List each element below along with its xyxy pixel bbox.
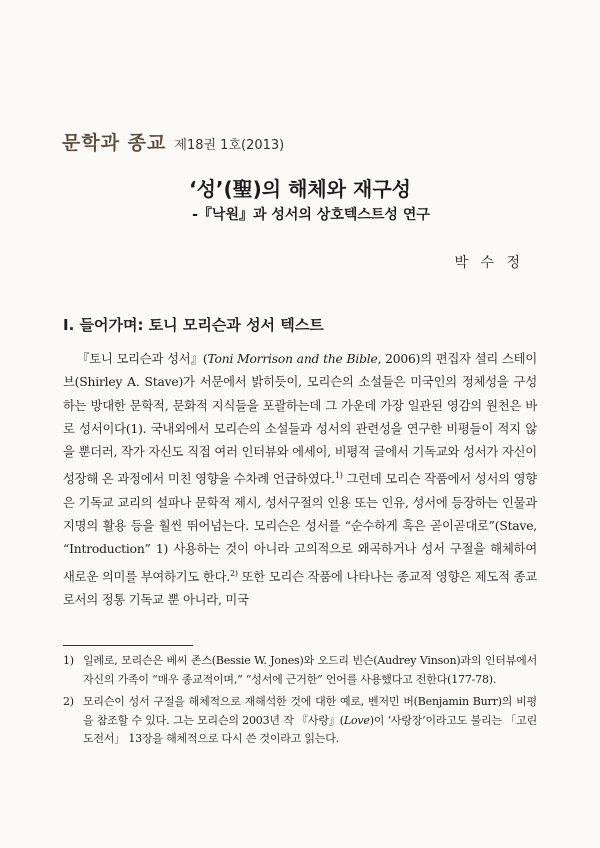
body-text — [63, 348, 537, 612]
footnotes — [63, 652, 537, 753]
footnote-number: 2) — [63, 695, 74, 708]
journal-logo: 문학과 종교 — [62, 132, 167, 154]
body-paragraph: 『토니 모리슨과 성서』(Toni Morrison and the Bible, 2006)의 편집자 셜리 스테이브(Shirley A. Stave)가 서문에서 밝히듯이, 모리슨의 소설들은 미국인의 정체성을 구성하는 방대한 문학적, 문화적 지식들을 포괄하는데 그 가운데 가장 일관된 영감의 원천은 바로 성서이다(1). 국내외에서 모리슨의 소설들과 성서의 관련성을 연구한 비평들이 적지 않을 뿐더러, 작가 자신도 직접 여러 인터뷰와 에세이, 비평적 글에서 기독교와 성서가 자신이 성장해 온 과정에서 미친 영향을 수차례 언급하였다.$^{1)}$ 그런데 모리슨 작품에서 성서의 영향은 기독교 교리의 설파나 문학적 제시, 성서구절의 인용 또는 인유, 성서에 등장하는 인물과 지명의 활용 등을 훨씬 뛰어넘는다. 모리슨은 성서를 “순수하게 혹은 곧이곧대로”(Stave, “Introduction” 1) 사용하는 것이 아니라 고의적으로 왜곡하거나 성서 구절을 해체하여 새로운 의미를 부여하기도 한다.$^{2)}$ 또한 모리슨 작품에 나타나는 종교적 영향은 제도적 종교로서의 정통 기독교 뿐 아니라, 미국 — [63, 352, 537, 608]
journal-issue: 제18권 1호(2013) — [174, 138, 285, 153]
footnote-text: 일례로, 모리슨은 베씨 존스(Bessie W. Jones)와 오드리 빈슨(Audrey Vinson)과의 인터뷰에서 자신의 가족이 “매우 종교적이며,” “성서에 근거한” 언어를 사용했다고 전한다(177-78). — [83, 654, 537, 686]
footnote-number: 1) — [63, 654, 74, 667]
author-name: 박 수 정 — [454, 255, 524, 271]
book-title: Toni Morrison and the Bible — [207, 352, 378, 366]
footnote-2 — [63, 693, 537, 749]
footnote-text: 모리슨이 성서 구절을 해체적으로 재해석한 것에 대한 예로, 벤저민 버(Benjamin Burr)의 비평을 참조할 수 있다. 그는 모리슨의 2003년 작 『사랑』(Love)이 ‘사랑장’이라고도 불리는 「고린도전서」 13장을 해체적으로 다시 쓴 것이라고 읽는다. — [83, 695, 537, 745]
section-heading: Ⅰ. 들어가며: 토니 모리슨과 성서 텍스트 — [63, 316, 324, 334]
journal-header — [62, 128, 284, 155]
footnote-ref-2[interactable]: 2) — [230, 568, 238, 578]
article-title: ‘성’(聖)의 해체와 재구성 — [189, 177, 411, 201]
book-title: Love — [343, 713, 370, 727]
article-subtitle: -『낙원』과 성서의 상호텍스트성 연구 — [192, 207, 430, 223]
footnote-divider — [63, 645, 193, 646]
footnote-1 — [63, 652, 537, 689]
footnote-ref-1[interactable]: 1) — [334, 471, 343, 481]
